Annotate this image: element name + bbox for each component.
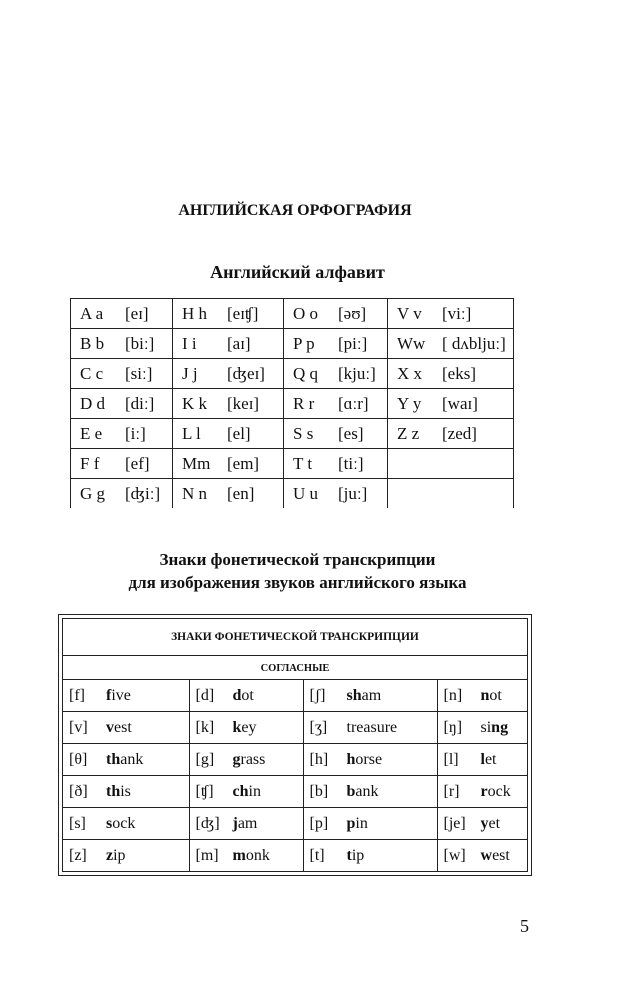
alphabet-row [71,329,514,359]
alphabet-cell [71,419,173,449]
alphabet-cell [388,419,514,449]
alphabet-ipa: [viː] [442,303,472,323]
alphabet-table [70,298,514,508]
consonant-cell [189,776,303,808]
alphabet-cell [284,359,388,389]
alphabet-letter: X x [397,363,423,383]
phonetic-symbol: [f] [69,686,85,704]
example-word-part: ip [351,846,365,864]
phonetic-symbol: [z] [69,846,87,864]
phonetic-symbol: [je] [443,814,466,832]
alphabet-letter: G g [80,483,106,503]
example-word [347,719,398,736]
alphabet-cell [173,419,284,449]
example-word-part: est [114,718,132,736]
example-word [233,687,254,704]
consonant-cell [63,744,189,776]
alphabet-letter: S s [293,423,314,443]
consonant-row [63,840,527,872]
alphabet-ipa: [el] [227,423,251,443]
consonant-cell [437,840,527,872]
alphabet-title: Английский алфавит [210,262,385,282]
example-word-highlight: l [480,750,485,768]
alphabet-cell [388,329,514,359]
phonetic-symbol: [d] [195,686,215,704]
phonetic-symbol: [h] [309,750,329,768]
alphabet-ipa: [waɪ] [442,393,478,413]
alphabet-letter: L l [182,423,201,443]
example-word-highlight: f [106,686,112,704]
example-word [106,815,135,832]
alphabet-letter: Y y [397,393,422,413]
example-word-part: ive [111,686,131,704]
example-word [233,815,258,832]
example-word-highlight: k [232,718,242,736]
example-word-highlight: ch [232,782,249,800]
example-word-highlight: r [480,782,488,800]
consonant-cell [63,712,189,744]
consonant-cell [303,744,437,776]
phonetic-symbol: [p] [309,814,329,832]
alphabet-cell [173,299,284,329]
alphabet-ipa: [eks] [442,363,476,383]
example-word [106,783,131,800]
alphabet-letter: Z z [397,423,420,443]
example-word-highlight: th [106,750,121,768]
phonetic-symbol: [r] [443,782,460,800]
alphabet-cell [173,329,284,359]
example-word-highlight: m [232,846,246,864]
consonant-cell [303,808,437,840]
alphabet-ipa: [ef] [125,453,150,473]
alphabet-row [71,389,514,419]
example-word-part: si [480,718,492,736]
alphabet-cell [388,389,514,419]
consonant-cell [437,808,527,840]
alphabet-letter: C c [80,363,104,383]
alphabet-cell [71,299,173,329]
consonant-cell [63,808,189,840]
alphabet-cell [388,479,514,509]
alphabet-letter: P p [293,333,315,353]
example-word-highlight: j [232,814,238,832]
example-word [481,783,511,800]
alphabet-ipa: [ɑːr] [338,393,369,413]
alphabet-letter: H h [182,303,208,323]
example-word [481,751,497,768]
example-word [481,815,501,832]
phonetic-symbol: [k] [195,718,215,736]
phonetic-symbol: [ʤ] [195,814,220,832]
alphabet-ipa: [siː] [125,363,153,383]
alphabet-row [71,449,514,479]
example-word [481,847,510,864]
example-word-part: ank [120,750,144,768]
example-word-highlight: ng [491,718,509,736]
example-word-part: ock [112,814,136,832]
alphabet-cell [173,359,284,389]
alphabet-letter: Mm [182,453,211,473]
consonant-row [63,776,527,808]
alphabet-cell [388,359,514,389]
example-word-highlight: th [106,782,121,800]
consonant-cell [303,680,437,712]
alphabet-ipa: [keɪ] [227,393,260,413]
phonetic-symbol: [ʃ] [309,686,326,704]
alphabet-ipa: [ʤiː] [125,483,161,503]
example-word-highlight: n [480,686,490,704]
phonetic-table-header: ЗНАКИ ФОНЕТИЧЕСКОЙ ТРАНСКРИПЦИИ [63,619,527,656]
example-word-part: ot [241,686,254,704]
example-word-highlight: g [232,750,241,768]
example-word-part: et [484,750,497,768]
example-word [106,847,126,864]
example-word [481,687,502,704]
consonant-cell [437,680,527,712]
phonetic-symbol: [s] [69,814,86,832]
example-word-part: et [488,814,501,832]
example-word-part: ey [241,718,257,736]
example-word-part: am [237,814,258,832]
alphabet-cell [173,389,284,419]
example-word-highlight: z [106,846,114,864]
phonetic-symbol: [g] [195,750,215,768]
alphabet-row [71,299,514,329]
consonant-cell [189,712,303,744]
phonetic-heading-line2: для изображения звуков английского языка [128,573,467,592]
example-word [347,847,365,864]
example-word [347,815,368,832]
phonetic-symbol: [ŋ] [443,718,463,736]
alphabet-letter: F f [80,453,100,473]
alphabet-letter: R r [293,393,315,413]
example-word-part: orse [355,750,383,768]
example-word [106,687,131,704]
phonetic-symbol: [n] [443,686,463,704]
consonant-row [63,744,527,776]
example-word-highlight: v [106,718,114,736]
example-word [106,751,143,768]
alphabet-ipa: [piː] [338,333,368,353]
alphabet-cell [173,479,284,509]
example-word [233,847,270,864]
example-word-highlight: w [480,846,493,864]
alphabet-letter: Ww [397,333,426,353]
example-word-highlight: y [480,814,489,832]
consonant-cell [189,808,303,840]
example-word-part: ock [487,782,511,800]
alphabet-ipa: [em] [227,453,260,473]
alphabet-cell [71,389,173,419]
alphabet-cell [284,449,388,479]
consonant-cell [303,776,437,808]
alphabet-cell [71,329,173,359]
consonants-grid [63,680,527,871]
phonetic-symbol: [ʧ] [195,782,214,800]
alphabet-letter: T t [293,453,313,473]
alphabet-ipa: [aɪ] [227,333,251,353]
example-word-highlight: sh [346,686,362,704]
alphabet-ipa: [zed] [442,423,477,443]
phonetic-heading-line1: Знаки фонетической транскрипции [159,550,436,569]
example-word [481,719,509,736]
alphabet-row [71,479,514,509]
alphabet-letter: A a [80,303,104,323]
example-word [233,783,261,800]
phonetic-symbol: [t] [309,846,325,864]
alphabet-row [71,359,514,389]
consonant-row [63,808,527,840]
alphabet-ipa: [en] [227,483,255,503]
phonetic-symbol: [l] [443,750,459,768]
example-word-highlight: s [106,814,113,832]
phonetic-heading [0,548,595,594]
alphabet-cell [284,329,388,359]
phonetic-symbol: [m] [195,846,219,864]
alphabet-ipa: [eɪʧ] [227,303,259,323]
consonant-cell [437,776,527,808]
alphabet-letter: J j [182,363,198,383]
phonetic-symbol: [v] [69,718,88,736]
example-word-highlight: p [346,814,356,832]
example-word [347,687,382,704]
alphabet-letter: Q q [293,363,319,383]
alphabet-letter: V v [397,303,422,323]
consonant-cell [189,680,303,712]
alphabet-ipa: [tiː] [338,453,364,473]
alphabet-row [71,419,514,449]
alphabet-letter: B b [80,333,105,353]
example-word-part: ank [355,782,379,800]
page-number: 5 [520,916,529,936]
alphabet-ipa: [diː] [125,393,155,413]
alphabet-ipa: [biː] [125,333,155,353]
consonant-cell [303,840,437,872]
alphabet-ipa: [ʤeɪ] [227,363,265,383]
alphabet-cell [71,479,173,509]
alphabet-cell [71,449,173,479]
alphabet-letter: I i [182,333,197,353]
alphabet-cell [284,389,388,419]
page-title: АНГЛИЙСКАЯ ОРФОГРАФИЯ [178,202,412,219]
example-word-part: trea [346,718,371,736]
phonetic-symbol: [ʒ] [309,718,328,736]
alphabet-ipa: [juː] [338,483,368,503]
alphabet-ipa: [eɪ] [125,303,149,323]
consonant-row [63,680,527,712]
consonant-cell [437,712,527,744]
example-word-part: am [361,686,382,704]
phonetic-symbol: [w] [443,846,466,864]
example-word-part: is [120,782,131,800]
consonant-cell [189,840,303,872]
alphabet-ipa: [əʊ] [338,303,367,323]
consonant-cell [189,744,303,776]
example-word [347,783,379,800]
example-word-highlight: b [346,782,356,800]
example-word-highlight: h [346,750,356,768]
alphabet-ipa: [kjuː] [338,363,376,383]
alphabet-letter: E e [80,423,103,443]
consonant-cell [63,840,189,872]
example-word-highlight: d [232,686,242,704]
example-word-part: onk [245,846,270,864]
example-word-highlight: t [346,846,352,864]
example-word [347,751,383,768]
alphabet-cell [388,299,514,329]
example-word [233,751,266,768]
alphabet-ipa: [iː] [125,423,146,443]
alphabet-letter: K k [182,393,208,413]
example-word-part: ot [489,686,502,704]
consonant-cell [63,776,189,808]
alphabet-letter: O o [293,303,319,323]
example-word [106,719,132,736]
phonetic-table-subheader: СОГЛАСНЫЕ [63,656,527,680]
alphabet-letter: U u [293,483,319,503]
phonetic-symbol: [θ] [69,750,88,768]
alphabet-letter: D d [80,393,106,413]
example-word-part: rass [240,750,266,768]
alphabet-cell [388,449,514,479]
alphabet-cell [284,479,388,509]
consonant-row [63,712,527,744]
phonetic-table [58,614,532,876]
alphabet-cell [173,449,284,479]
consonant-cell [63,680,189,712]
alphabet-ipa: [es] [338,423,364,443]
example-word-part: in [355,814,368,832]
consonant-cell [303,712,437,744]
example-word-part: est [492,846,510,864]
alphabet-cell [284,299,388,329]
alphabet-cell [284,419,388,449]
alphabet-letter: N n [182,483,208,503]
phonetic-symbol: [ð] [69,782,88,800]
phonetic-table-inner [62,618,528,872]
example-word-part: sure [370,718,398,736]
example-word-part: in [248,782,261,800]
example-word [233,719,257,736]
example-word-part: ip [113,846,126,864]
alphabet-ipa: [ dʌbljuː] [442,333,506,353]
phonetic-symbol: [b] [309,782,329,800]
alphabet-cell [71,359,173,389]
consonant-cell [437,744,527,776]
